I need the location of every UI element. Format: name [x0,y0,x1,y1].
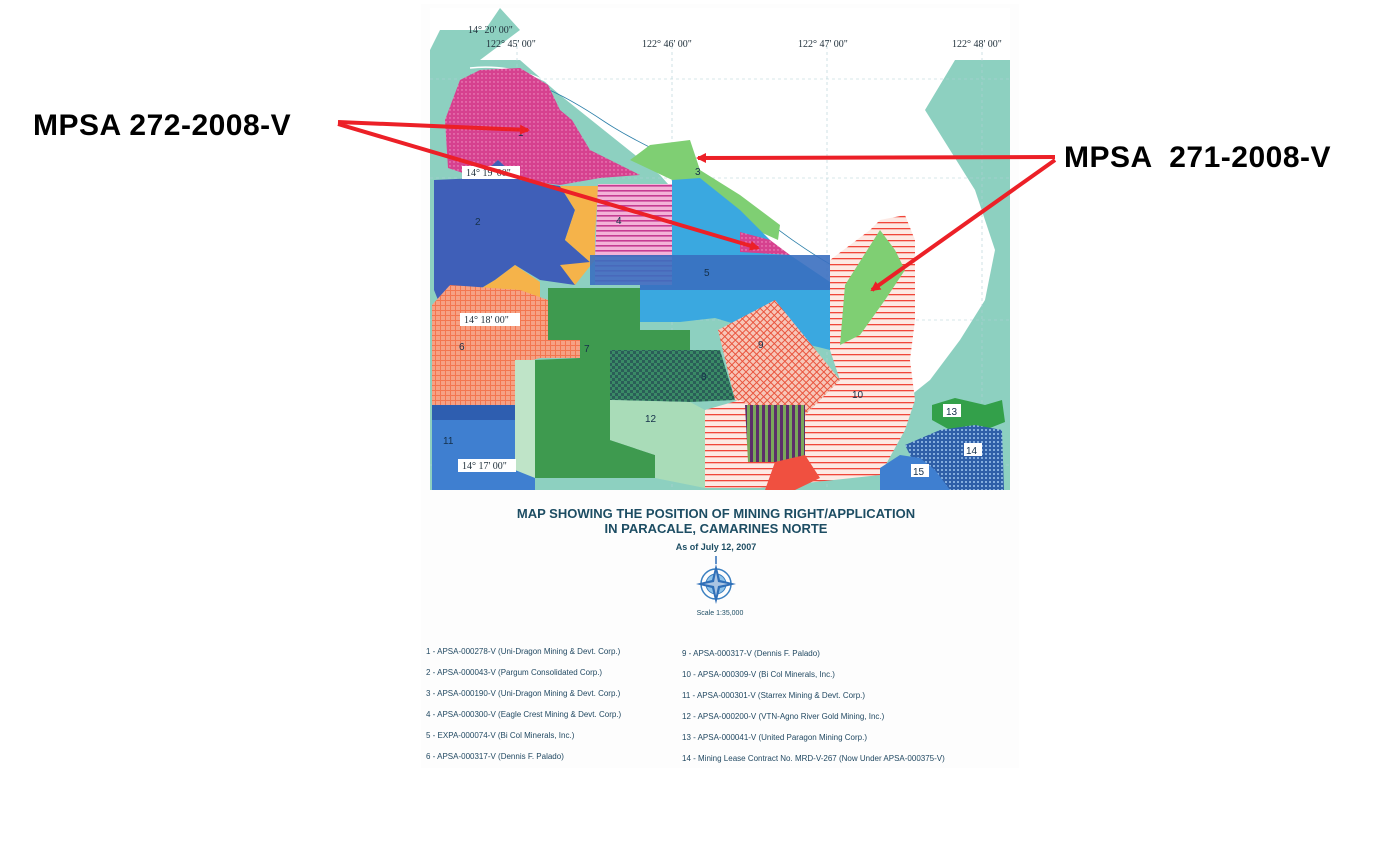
legend-item: 5 - EXPA-000074-V (Bi Col Minerals, Inc.) [426,731,575,740]
callout-mpsa-272: MPSA 272-2008-V [33,109,292,142]
map-title-line-2: IN PARACALE, CAMARINES NORTE [604,521,828,536]
legend-item: 11 - APSA-000301-V (Starrex Mining & Devt. Corp.) [682,691,866,700]
map-title-line-1: MAP SHOWING THE POSITION OF MINING RIGHT/APPLICATION [516,506,916,521]
lat-17-label: 14° 17' 00" [462,461,507,472]
parcel-11-dark [432,405,515,420]
parcel-stripe [745,405,805,462]
arrow-271-to-parcel-3 [698,157,1055,158]
lon-4-label: 122° 48' 00" [952,39,1002,50]
legend-item: 1 - APSA-000278-V (Uni-Dragon Mining & Devt. Corp.) [426,647,621,656]
lat-top-label: 14° 20' 00" [468,25,513,36]
parcel-label-1: 1 [518,128,524,139]
parcel-label-3: 3 [695,167,701,178]
legend-item: 9 - APSA-000317-V (Dennis F. Palado) [682,649,820,658]
legend-item: 10 - APSA-000309-V (Bi Col Minerals, Inc.) [682,670,835,679]
legend-item: 14 - Mining Lease Contract No. MRD-V-267 (Now Under APSA-000375-V) [682,754,945,763]
legend-item: 3 - APSA-000190-V (Uni-Dragon Mining & Devt. Corp.) [426,689,621,698]
parcel-label-13: 13 [946,407,958,418]
map-date: As of July 12, 2007 [675,542,757,552]
parcel-label-10: 10 [852,390,864,401]
lat-19-label: 14° 19' 00" [466,168,511,179]
map-scale: Scale 1:35,000 [696,610,744,617]
lat-18-label: 14° 18' 00" [464,315,509,326]
lon-1-label: 122° 45' 00" [486,39,536,50]
parcel-8 [610,350,735,402]
compass-rose-icon [696,556,736,604]
parcel-label-6: 6 [459,342,465,353]
legend-item: 12 - APSA-000200-V (VTN-Agno River Gold Mining, Inc.) [682,712,885,721]
legend-item: 2 - APSA-000043-V (Pargum Consolidated Corp.) [426,668,603,677]
parcel-label-8: 8 [701,372,707,383]
parcel-light-green [515,360,535,478]
legend-item: 13 - APSA-000041-V (United Paragon Mining Corp.) [682,733,867,742]
legend-right-column [682,649,945,775]
parcel-label-15: 15 [913,467,925,478]
parcel-5-dark [590,255,830,290]
lon-3-label: 122° 47' 00" [798,39,848,50]
parcel-label-2: 2 [475,217,481,228]
parcel-label-5: 5 [704,268,710,279]
parcel-label-7: 7 [584,344,590,355]
parcel-label-12: 12 [645,414,657,425]
parcel-label-4: 4 [616,216,622,227]
legend-item: 4 - APSA-000300-V (Eagle Crest Mining & Devt. Corp.) [426,710,622,719]
parcel-label-11: 11 [443,436,454,447]
lon-2-label: 122° 46' 00" [642,39,692,50]
parcel-label-14: 14 [966,446,978,457]
legend-item: 6 - APSA-000317-V (Dennis F. Palado) [426,752,564,761]
callout-mpsa-271: MPSA 271-2008-V [1064,141,1332,174]
legend-left-column [426,647,621,773]
map-title [421,506,1011,536]
parcel-label-9: 9 [758,340,764,351]
